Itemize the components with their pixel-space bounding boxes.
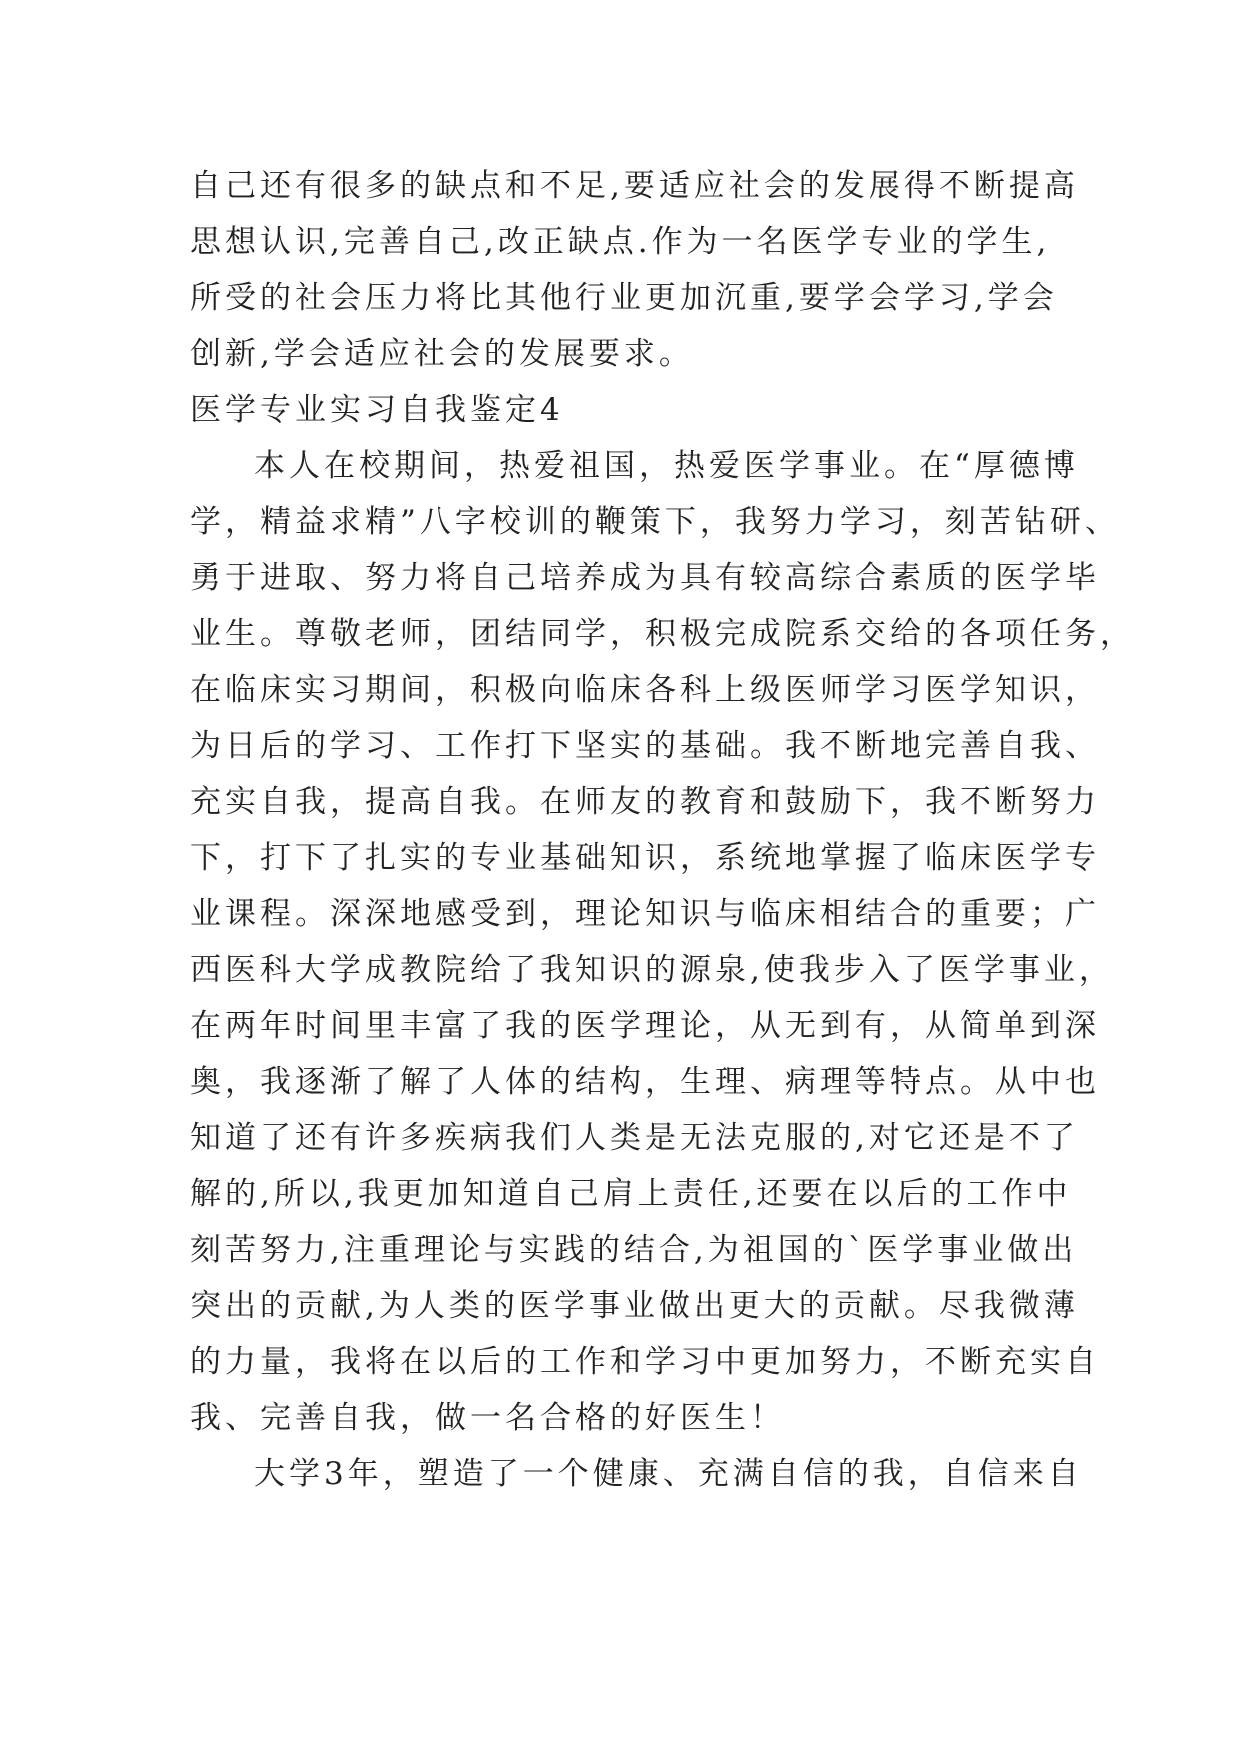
text-line: 业生。尊敬老师，团结同学，积极完成院系交给的各项任务， [190,616,1135,652]
text-line: 的力量，我将在以后的工作和学习中更加努力，不断充实自 [190,1344,1100,1380]
text-line: 在两年时间里丰富了我的医学理论，从无到有，从简单到深 [190,1008,1100,1044]
text-line: 下，打下了扎实的专业基础知识，系统地掌握了临床医学专 [190,840,1100,876]
text-line: 创新,学会适应社会的发展要求。 [190,336,694,372]
text-line: 所受的社会压力将比其他行业更加沉重,要学会学习,学会 [190,280,1058,316]
text-line: 学，精益求精”八字校训的鞭策下，我努力学习，刻苦钻研、 [190,504,1120,540]
text-line: 为日后的学习、工作打下坚实的基础。我不断地完善自我、 [190,728,1100,764]
text-line: 自己还有很多的缺点和不足,要适应社会的发展得不断提高 [190,168,1079,204]
text-line: 充实自我，提高自我。在师友的教育和鼓励下，我不断努力 [190,784,1100,820]
text-line: 突出的贡献,为人类的医学事业做出更大的贡献。尽我微薄 [190,1288,1079,1324]
text-line: 刻苦努力,注重理论与实践的结合,为祖国的`医学事业做出 [190,1232,1078,1268]
paragraph-start-line: 本人在校期间，热爱祖国，热爱医学事业。在“厚德博 [254,448,1079,484]
text-line: 业课程。深深地感受到，理论知识与临床相结合的重要；广 [190,896,1100,932]
text-line: 勇于进取、努力将自己培养成为具有较高综合素质的医学毕 [190,560,1100,596]
text-line: 奥，我逐渐了解了人体的结构，生理、病理等特点。从中也 [190,1064,1100,1100]
text-line: 西医科大学成教院给了我知识的源泉,使我步入了医学事业， [190,952,1114,988]
section-heading: 医学专业实习自我鉴定4 [190,392,564,428]
body-text [190,158,1135,1502]
text-line: 知道了还有许多疾病我们人类是无法克服的,对它还是不了 [190,1120,1079,1156]
text-line: 在临床实习期间，积极向临床各科上级医师学习医学知识， [190,672,1100,708]
text-line: 解的,所以,我更加知道自己肩上责任,还要在以后的工作中 [190,1176,1072,1212]
paragraph-start-line: 大学3年，塑造了一个健康、充满自信的我，自信来自 [254,1456,1083,1492]
text-line: 我、完善自我，做一名合格的好医生！ [190,1400,785,1436]
text-line: 思想认识,完善自己,改正缺点.作为一名医学专业的学生, [190,224,1051,260]
